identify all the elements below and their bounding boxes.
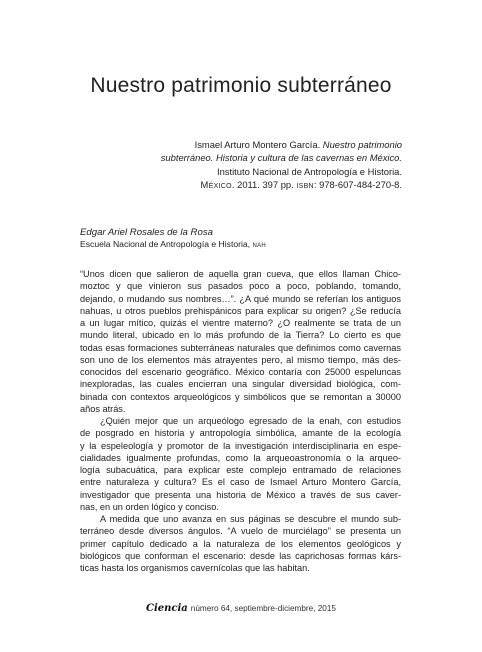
body-line: mundo literal, ubicado en lo más profundo de la Tierra? Lo cierto es que [80,330,401,341]
reviewer-name: Edgar Ariel Rosales de la Rosa [80,227,213,238]
body-line: dejando, o mudando sus nombres…”. ¿A qué mundo se referían los antiguos [80,293,401,304]
body-line: nahuas, u otros pueblos prehispánicos para explicar su origen? ¿Se reducía [80,305,401,316]
body-line: entre naturaleza y cultura? Es el caso de Ismael Arturo Montero García, [80,477,401,488]
body-line: años atrás. [80,403,126,414]
body-line: y la espeleología y promotor de la investigación interdisciplinaria en espe- [80,440,401,451]
affiliation-text: Escuela Nacional de Antropología e Historia, [80,239,253,249]
body-line: ¿Quién mejor que un arqueólogo egresado de la enah, con estudios [100,416,401,426]
body-line: cialidades igualmente profundas, como la arqueoastronomía o la arqueo- [80,452,401,463]
body-line: conocidos del escenario geográfico. México contaría con 25000 espeluncas [80,367,401,377]
biblio-year-pages: . 2011. 397 pp. [231,179,297,191]
page-footer [0,603,482,614]
body-line: todas esas formaciones subterráneas naturales que definimos como cavernas [80,342,401,353]
biblio-line-1 [102,138,402,151]
body-line: logía subacuática, para explicar este complejo entramado de relaciones [80,465,401,475]
body-line: nas, en un orden lógico y conciso. [80,501,219,512]
biblio-book-subtitle: subterráneo. Historia y cultura de las cavernas en México. [160,152,402,164]
biblio-book-title: Nuestro patrimonio [322,139,402,150]
biblio-isbn-label: isbn [296,179,314,191]
issue-info: número 64, septiembre-diciembre, 2015 [190,604,336,613]
body-line: A medida que uno avanza en sus páginas se descubre el mundo sub- [100,514,401,524]
body-line: moztoc y que vinieron sus pasados poco a poco, poblando, tomando, [80,281,401,292]
body-line: ticas hasta los organismos cavernícolas que las habitan. [80,563,310,573]
body-line: “Unos dicen que salieron de aquella gran cueva, que ellos llaman Chico- [80,269,401,279]
affiliation-abbreviation: nah [252,239,267,249]
body-line: inexploradas, las cuales encierran una singular diversidad biológica, com- [80,379,401,390]
review-body [80,268,401,574]
body-line: de posgrado en historia y antropología simbólica, amante de la ecología [80,428,401,439]
body-line: investigador que presenta una historia de México a través de sus caver- [80,489,401,500]
body-line: primer capítulo dedicado a la naturaleza de los elementos geológicos y [80,538,401,549]
bibliographic-reference [102,138,402,192]
biblio-author-title: Ismael Arturo Montero García. [194,139,323,150]
biblio-line-2 [102,151,402,164]
body-line: binada con contextos arqueológicos y simbólicos que se remontan a 30000 [80,391,401,402]
page-title: Nuestro patrimonio subterráneo [90,74,392,97]
body-line: a un lugar mítico, quizás el vientre materno? ¿O realmente se trata de un [80,318,401,328]
journal-logo: Ciencia [146,603,188,614]
biblio-isbn: : 978-607-484-270-8. [313,179,402,191]
body-line: son uno de los elementos más atrayentes pero, al mismo tiempo, más des- [80,354,401,365]
reviewer-affiliation [80,239,266,249]
biblio-line-4 [102,178,402,191]
biblio-line-3: Instituto Nacional de Antropología e Historia. [216,165,402,177]
body-line: terráneo desde diversos ángulos. “A vuelo de murciélago” se presenta un [80,526,401,537]
body-line: biológicos que conforman el escenario: desde las caprichosas formas kárs- [80,550,401,561]
biblio-place: México [200,179,232,191]
